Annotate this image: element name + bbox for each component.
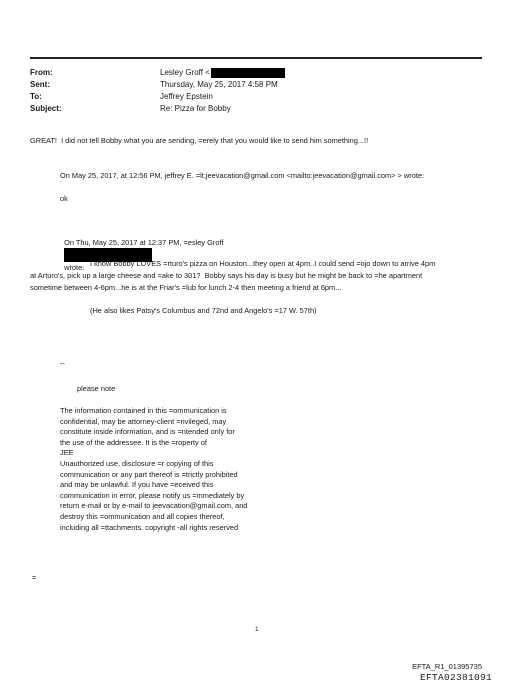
please-note: please note (77, 384, 116, 393)
from-value (160, 68, 285, 78)
doc-id-large: EFTA02381091 (419, 672, 492, 683)
subject-label: Subject: (30, 104, 62, 113)
sent-value: Thursday, May 25, 2017 4:58 PM (160, 80, 278, 89)
page-number: 1 (255, 626, 259, 633)
disclaimer-line: and may be unlawful. If you have =eceived this (60, 480, 214, 490)
message-line-3: sometime between 4-6pm...he is at the Friar's =lub for lunch 2-4 then meeting a friend at 6pm... (30, 283, 342, 292)
subject-value: Re: Pizza for Bobby (160, 104, 231, 113)
message-line-1: I know Bobby LOVES =rturo's pizza on Houston...they open at 4pm..I could send =ojo down to arrive 4pm (90, 259, 436, 268)
redaction-box (211, 68, 285, 78)
from-label: From: (30, 68, 53, 77)
message-line-2: at Arturo's, pick up a large cheese and =ake to 301? Bobby says his day is busy but he might be back to =he apartment (30, 271, 423, 280)
reply-line: GREAT! I did not tell Bobby what you are sending, =erely that you would like to send him something...!! (30, 136, 369, 145)
disclaimer-line: destroy this =ommunication and all copies thereof, (60, 511, 225, 521)
sent-label: Sent: (30, 80, 50, 89)
quote1-text: ok (60, 194, 68, 203)
header-rule (30, 57, 482, 59)
signature-dashes: -- (60, 359, 65, 368)
disclaimer-line: communication or any part thereof is =trictly prohibited (60, 469, 238, 479)
disclaimer-line: including all =ttachments. copyright -all rights reserved (60, 522, 239, 532)
disclaimer-line: confidential, may be attorney-client =rivileged, may (60, 416, 227, 426)
quote2-header-pre: On Thu, May 25, 2017 at 12:37 PM, =esley Groff (64, 238, 224, 247)
to-label: To: (30, 92, 42, 101)
from-sender: Lesley Groff < (160, 68, 210, 78)
disclaimer-line: JEE (60, 448, 74, 458)
disclaimer-line: communication in error, please notify us =mmediately by (60, 490, 245, 500)
message-extra: (He also likes Patsy's Columbus and 72nd and Angelo's =17 W. 57th) (90, 306, 317, 315)
disclaimer-line: The information contained in this =ommunication is (60, 406, 227, 415)
quote2-header-post: wrote: (64, 263, 85, 272)
disclaimer-line: the use of the addressee. It is the =roperty of (60, 437, 207, 447)
to-value: Jeffrey Epstein (160, 92, 213, 101)
disclaimer-line: return e-mail or by e-mail to jeevacation@gmail.com, and (60, 501, 248, 511)
quote1-header: On May 25, 2017, at 12:56 PM, jeffrey E. =lt;jeevacation@gmail.com <mailto:jeevacation@gmail.com> > wrote: (60, 171, 425, 180)
disclaimer-line: Unauthorized use, disclosure =r copying of this (60, 458, 214, 468)
equals-mark: = (32, 573, 37, 582)
doc-id-small: EFTA_R1_01395735 (412, 662, 482, 671)
disclaimer-line: constitute inside information, and is =ntended only for (60, 427, 235, 437)
disclaimer (60, 406, 247, 533)
